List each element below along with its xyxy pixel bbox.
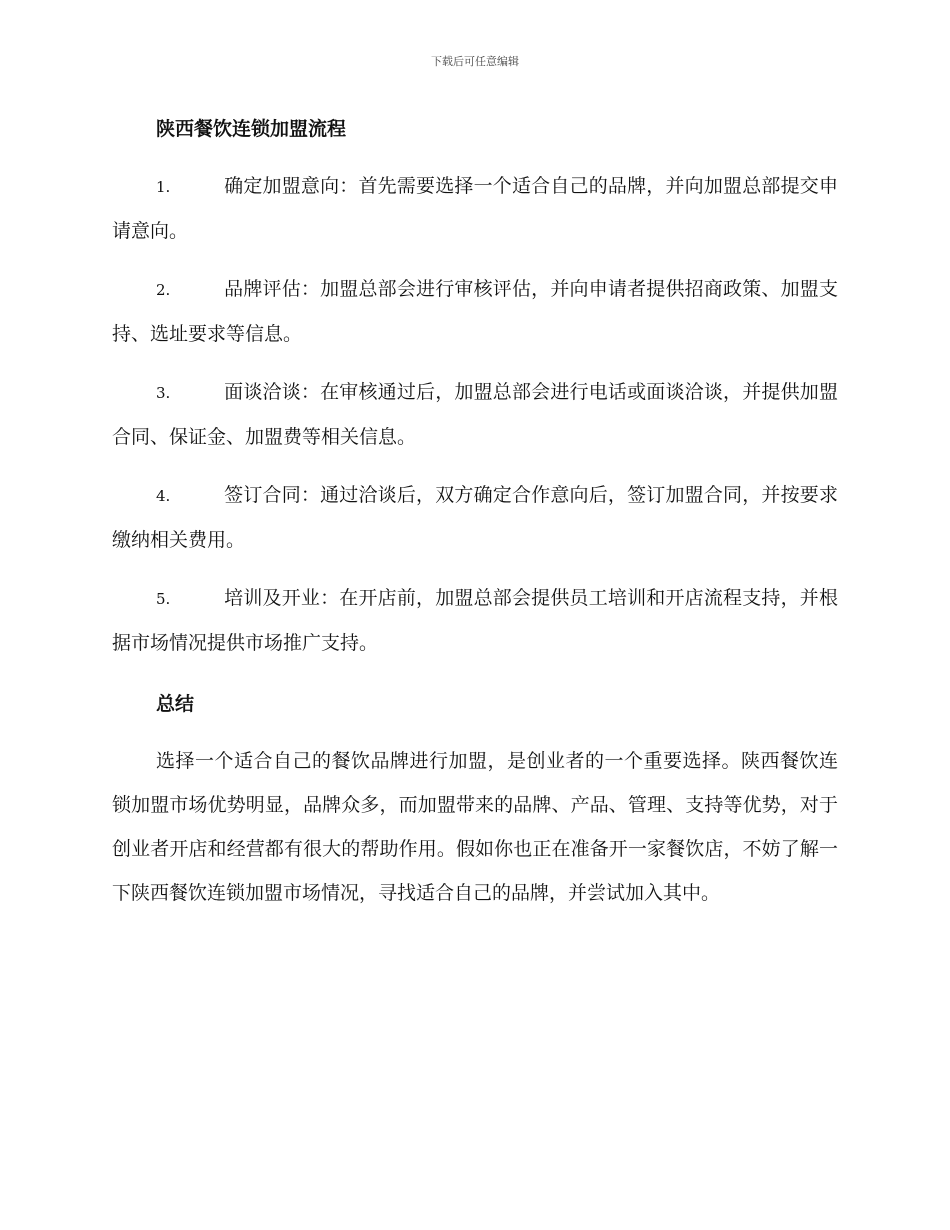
section-title: 陕西餐饮连锁加盟流程 — [156, 118, 347, 140]
list-item-text: 培训及开业：在开店前，加盟总部会提供员工培训和开店流程支持，并根据市场情况提供市场推广支持。 — [112, 587, 838, 654]
list-item — [112, 370, 838, 459]
list-item-number: 3. — [156, 384, 171, 402]
page-header: 下载后可任意编辑 — [431, 55, 519, 68]
list-item — [112, 164, 838, 253]
list-item — [112, 576, 838, 665]
list-item-number: 1. — [156, 178, 171, 196]
list-item — [112, 473, 838, 562]
list-item-text: 面谈洽谈：在审核通过后，加盟总部会进行电话或面谈洽谈，并提供加盟合同、保证金、加盟费等相关信息。 — [112, 381, 838, 448]
list-item-text: 签订合同：通过洽谈后，双方确定合作意向后，签订加盟合同，并按要求缴纳相关费用。 — [112, 484, 838, 551]
summary-title: 总结 — [156, 693, 195, 715]
list-item-number: 4. — [156, 487, 171, 505]
list-item — [112, 267, 838, 356]
list-item-text: 品牌评估：加盟总部会进行审核评估，并向申请者提供招商政策、加盟支持、选址要求等信息。 — [112, 278, 838, 345]
list-item-text: 确定加盟意向：首先需要选择一个适合自己的品牌，并向加盟总部提交申请意向。 — [112, 175, 838, 242]
summary-paragraph: 选择一个适合自己的餐饮品牌进行加盟，是创业者的一个重要选择。陕西餐饮连锁加盟市场优势明显，品牌众多，而加盟带来的品牌、产品、管理、支持等优势，对于创业者开店和经营都有很大的帮助作用。假如你也正在准备开一家餐饮店，不妨了解一下陕西餐饮连锁加盟市场情况，寻找适合自己的品牌，并尝试加入其中。 — [112, 750, 838, 904]
list-item-number: 5. — [156, 590, 171, 608]
list-item-number: 2. — [156, 281, 171, 299]
document-body — [112, 112, 838, 915]
